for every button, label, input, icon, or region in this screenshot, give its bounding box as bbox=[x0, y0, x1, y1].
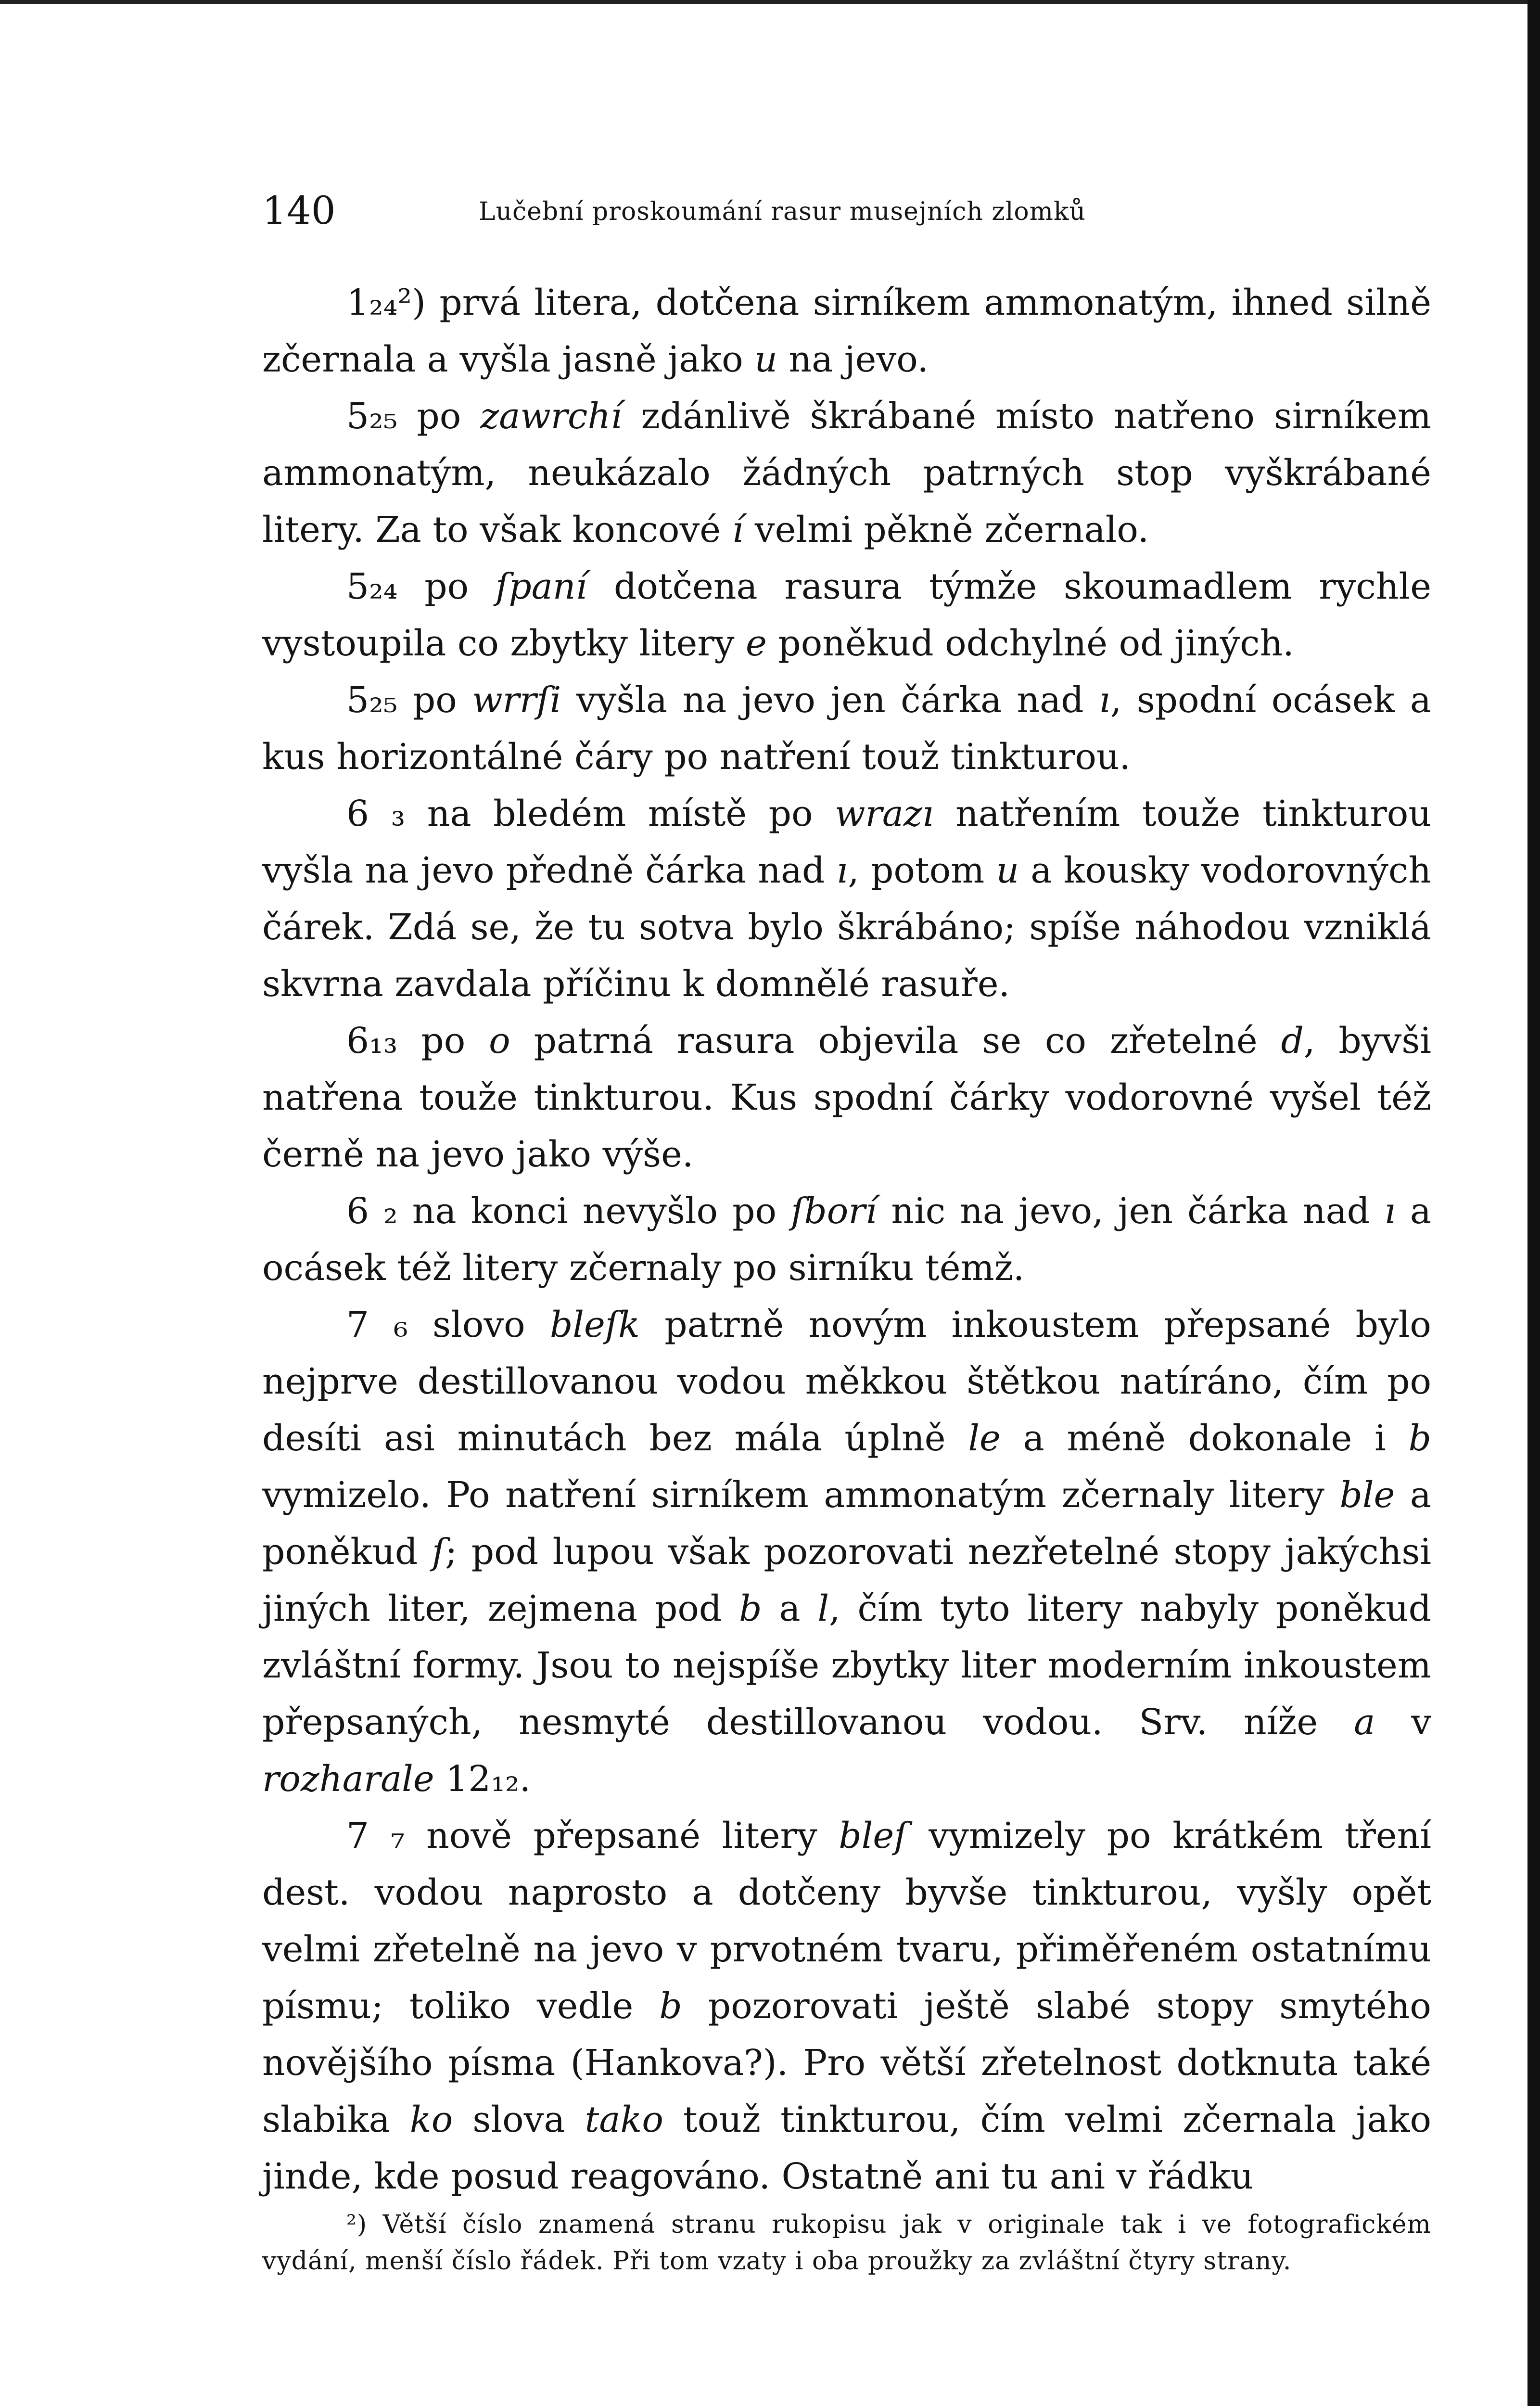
text-segment: zdánlivě škrábané místo natřeno sirníkem ammonatým, neukázalo žádných patrných stop vyškrábané litery. Za to však koncové bbox=[262, 396, 1431, 550]
paragraph bbox=[262, 1296, 1431, 1807]
italic-word: ı bbox=[836, 850, 848, 891]
text-segment: na konci nevyšlo po bbox=[397, 1190, 791, 1232]
text-segment: natřením touže tinkturou vyšla na jevo předně čárka nad bbox=[262, 793, 1431, 891]
italic-word: l bbox=[817, 1588, 829, 1629]
paragraph bbox=[262, 558, 1431, 672]
line-reference: 1₂₄ bbox=[346, 282, 398, 323]
text-segment: po bbox=[397, 1020, 489, 1062]
text-segment: v bbox=[1375, 1702, 1432, 1743]
italic-word: ko bbox=[409, 2099, 453, 2140]
body-text bbox=[262, 274, 1431, 2205]
paragraph bbox=[262, 1183, 1431, 1296]
text-segment: , spodní ocásek a kus horizontálné čáry po natření touž tinkturou. bbox=[262, 679, 1432, 778]
text-segment: patrně novým inkoustem přepsané bylo nejprve destillovanou vodou měkkou štětkou natíráno, čím po desíti asi minutách bez mála úplně bbox=[262, 1304, 1431, 1459]
paragraph bbox=[262, 388, 1431, 558]
italic-word: ſborí bbox=[791, 1190, 877, 1232]
text-segment: , byvši natřena touže tinkturou. Kus spodní čárky vodorovné vyšel též černě na jevo jako výše. bbox=[262, 1020, 1432, 1175]
text-segment: vymizely po krátkém tření dest. vodou naprosto a dotčeny byvše tinkturou, vyšly opět velmi zřetelně na jevo v prvotném tvaru, přiměřeném ostatnímu písmu; toliko vedle bbox=[262, 1815, 1431, 2027]
line-reference: 7 ₇ bbox=[346, 1815, 405, 1856]
italic-word: tako bbox=[585, 2099, 663, 2140]
italic-word: b bbox=[1408, 1418, 1432, 1459]
text-segment: vymizelo. Po natření sirníkem ammonatým zčernaly litery bbox=[262, 1474, 1340, 1516]
line-reference: 5₂₅ bbox=[346, 396, 398, 437]
text-segment: a méně dokonale i bbox=[1000, 1418, 1409, 1459]
text-segment: ; pod lupou však pozorovati nezřetelné stopy jakýchsi jiných liter, zejmena pod bbox=[262, 1531, 1431, 1629]
text-segment: po bbox=[397, 396, 481, 437]
text-segment: patrná rasura objevila se co zřetelné bbox=[510, 1020, 1281, 1062]
line-reference: 5₂₄ bbox=[346, 566, 398, 607]
text-segment: poněkud odchylné od jiných. bbox=[766, 623, 1294, 664]
paragraph bbox=[262, 672, 1431, 785]
page-number: 140 bbox=[262, 188, 336, 233]
text-segment: po bbox=[397, 679, 472, 721]
text-segment: pozorovati ještě slabé stopy smytého novějšího písma (Hankova?). Pro větší zřetelnost dotknuta také slabika bbox=[262, 1985, 1431, 2140]
text-segment: nic na jevo, jen čárka nad bbox=[877, 1190, 1385, 1232]
text-segment: 12₁₂. bbox=[434, 1758, 531, 1800]
italic-word: b bbox=[739, 1588, 762, 1629]
paragraph bbox=[262, 274, 1431, 388]
italic-word: u bbox=[754, 339, 777, 380]
italic-word: b bbox=[659, 1985, 682, 2027]
text-segment: touž tinkturou, čím velmi zčernala jako jinde, kde posud reagováno. Ostatně ani tu ani v řádku bbox=[262, 2099, 1432, 2197]
text-segment: po bbox=[397, 566, 496, 607]
line-reference: 6 ₃ bbox=[346, 793, 406, 834]
paragraph bbox=[262, 1012, 1431, 1183]
paragraph bbox=[262, 1807, 1431, 2205]
text-segment: , čím tyto litery nabyly poněkud zvláštní formy. Jsou to nejspíše zbytky liter moderním inkoustem přepsaných, nesmyté destillovanou vodou. Srv. níže bbox=[262, 1588, 1431, 1743]
italic-word: í bbox=[732, 509, 744, 550]
text-segment: ²) prvá litera, dotčena sirníkem ammonatým, ihned silně zčernala a vyšla jasně jako bbox=[262, 282, 1431, 380]
text-segment: , potom bbox=[848, 850, 996, 891]
footnote-text: Větší číslo znamená stranu rukopisu jak v originale tak i ve fotografickém vydání, menší číslo řádek. Při tom vzaty i oba proužky za zvláštní čtyry strany. bbox=[262, 2210, 1431, 2276]
line-reference: 6₁₃ bbox=[346, 1020, 398, 1062]
text-segment: a ocásek též litery zčernaly po sirníku témž. bbox=[262, 1190, 1432, 1289]
text-segment: vyšla na jevo jen čárka nad bbox=[561, 679, 1099, 721]
text-segment: nově přepsané litery bbox=[405, 1815, 839, 1856]
italic-word: ı bbox=[1099, 679, 1110, 721]
footnote-marker: ²) bbox=[346, 2210, 368, 2239]
text-segment: a kousky vodorovných čárek. Zdá se, že tu sotva bylo škrábáno; spíše náhodou vzniklá skvrna zavdala příčinu k domnělé rasuře. bbox=[262, 850, 1431, 1005]
scan-right-edge bbox=[1527, 0, 1540, 2406]
italic-word: ı bbox=[1384, 1190, 1396, 1232]
italic-word: wrrſi bbox=[472, 679, 561, 721]
line-reference: 7 ₆ bbox=[346, 1304, 408, 1345]
text-segment: velmi pěkně zčernalo. bbox=[743, 509, 1149, 550]
scan-top-edge bbox=[0, 0, 1540, 4]
italic-word: a bbox=[1354, 1702, 1375, 1743]
italic-word: d bbox=[1281, 1020, 1304, 1062]
text-segment: a bbox=[762, 1588, 818, 1629]
italic-word: ble bbox=[1339, 1474, 1395, 1516]
paragraph bbox=[262, 785, 1431, 1012]
italic-word: bleſk bbox=[549, 1304, 640, 1345]
text-segment: dotčena rasura týmže skoumadlem rychle vystoupila co zbytky litery bbox=[262, 566, 1431, 664]
italic-word: e bbox=[746, 623, 767, 664]
text-segment: slova bbox=[453, 2099, 585, 2140]
line-reference: 6 ₂ bbox=[346, 1190, 398, 1232]
italic-word: ſ bbox=[432, 1531, 445, 1573]
italic-word: rozharale bbox=[262, 1758, 434, 1800]
italic-word: o bbox=[489, 1020, 510, 1062]
italic-word: wrazı bbox=[835, 793, 934, 834]
italic-word: le bbox=[968, 1418, 1001, 1459]
page-header bbox=[262, 182, 1431, 240]
text-segment: slovo bbox=[407, 1304, 550, 1345]
line-reference: 5₂₅ bbox=[346, 679, 398, 721]
italic-word: zawrchí bbox=[480, 396, 622, 437]
text-segment: na jevo. bbox=[777, 339, 929, 380]
footnote bbox=[262, 2206, 1431, 2279]
italic-word: u bbox=[996, 850, 1019, 891]
text-segment: a poněkud bbox=[262, 1474, 1432, 1573]
text-segment: na bledém místě po bbox=[405, 793, 835, 834]
footnote-paragraph bbox=[262, 2206, 1431, 2279]
italic-word: bleſ bbox=[839, 1815, 907, 1856]
italic-word: ſpaní bbox=[495, 566, 587, 607]
running-title: Lučební proskoumání rasur musejních zlomků bbox=[479, 197, 1086, 226]
